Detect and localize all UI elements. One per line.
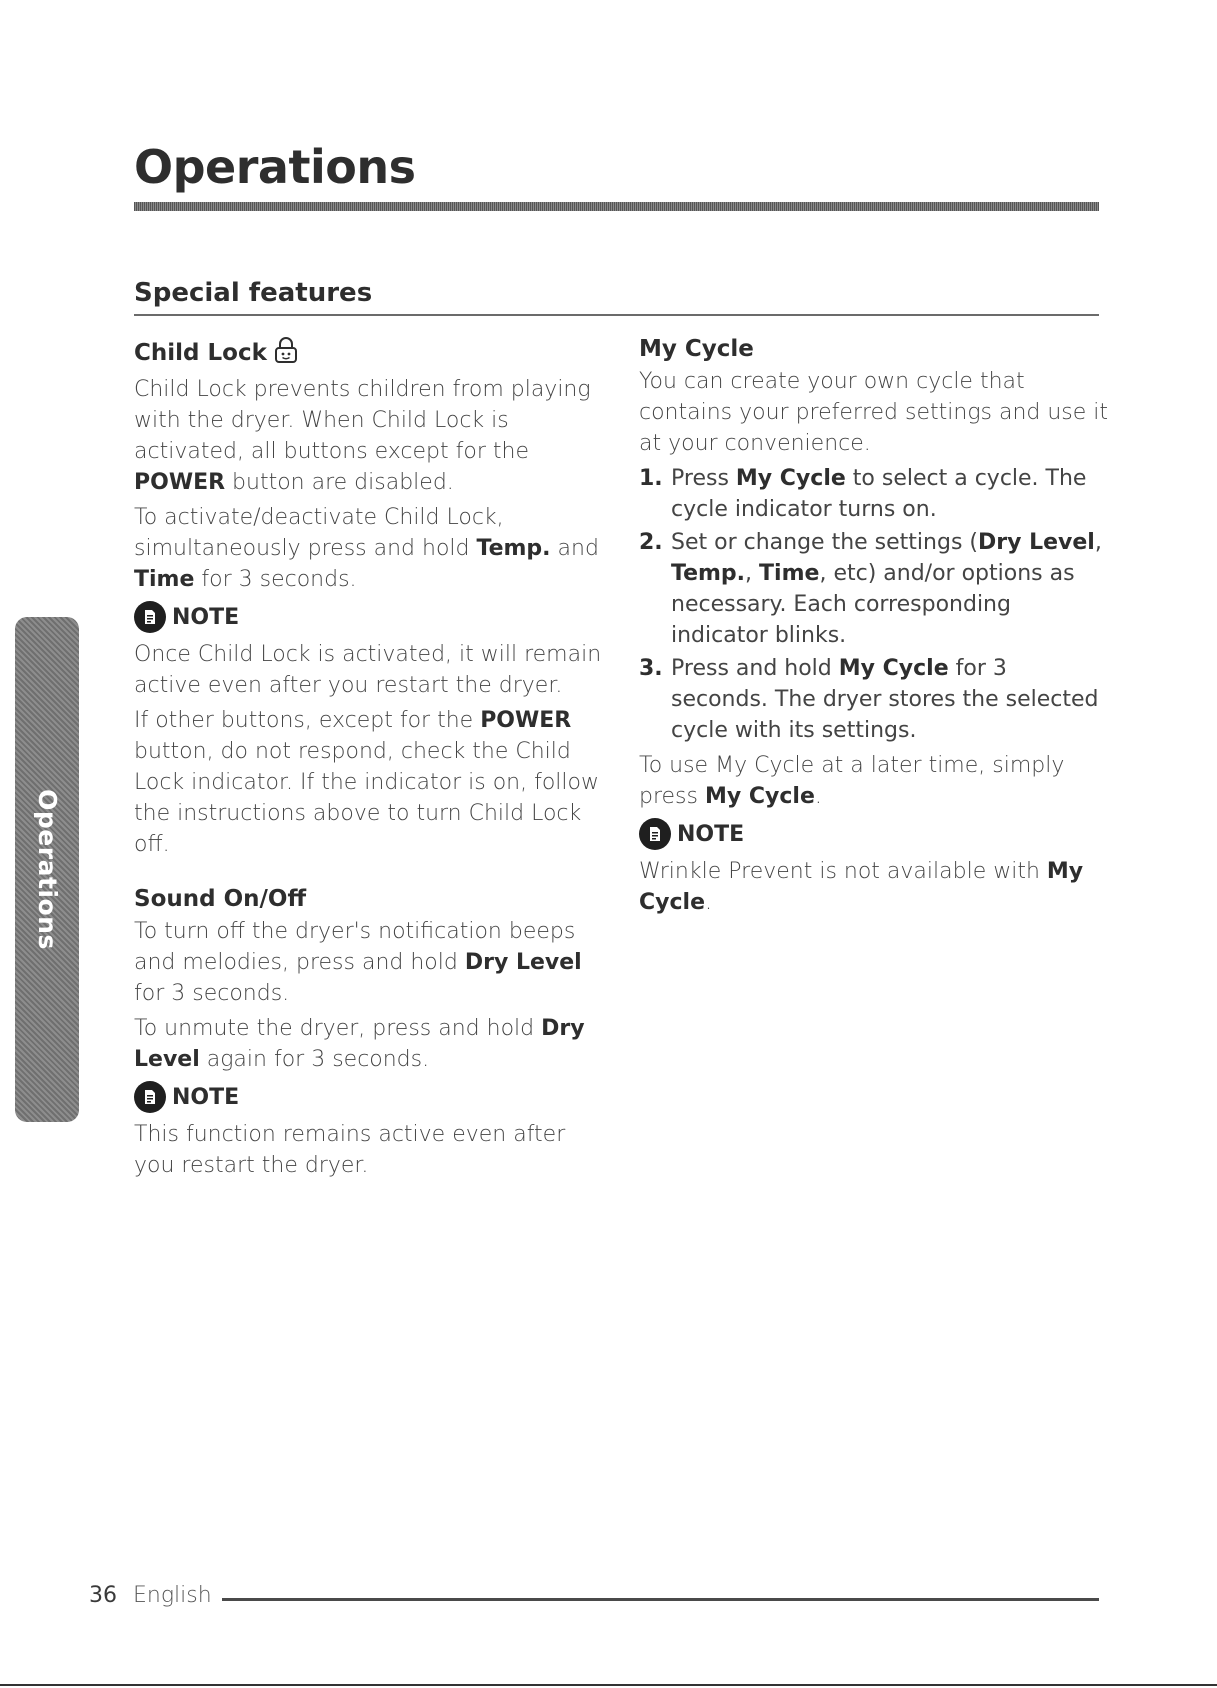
page-title: Operations (134, 140, 416, 194)
side-tab-label (15, 617, 79, 1122)
note-label: NOTE (172, 604, 240, 630)
my-cycle-step-1: 1. Press My Cycle to select a cycle. The cycle indicator turns on. (639, 466, 1087, 522)
sound-note (134, 1081, 604, 1113)
child-lock-note-paragraph-2: If other buttons, except for the POWER button, do not respond, check the Child Lock indicator. If the indicator is on, follow the instructions above to turn Child Lock off. (134, 708, 599, 857)
my-cycle-intro: You can create your own cycle that contains your preferred settings and use it at your convenience. (639, 369, 1109, 456)
my-cycle-heading: My Cycle (639, 336, 754, 362)
child-lock-paragraph-1: Child Lock prevents children from playing with the dryer. When Child Lock is activated, all buttons except for the POWER button are disabled. (134, 377, 591, 495)
left-column (134, 336, 604, 1185)
note-icon (639, 818, 671, 850)
sound-note-paragraph: This function remains active even after you restart the dryer. (134, 1122, 566, 1178)
note-icon (134, 1081, 166, 1113)
my-cycle-steps (639, 463, 1109, 746)
bottom-edge-rule (0, 1684, 1217, 1686)
my-cycle-step-2: 2. Set or change the settings (Dry Level, Temp., Time, etc) and/or options as necessary. Each corresponding indicator blinks. (639, 530, 1102, 648)
sound-heading: Sound On/Off (134, 886, 307, 912)
my-cycle-note (639, 818, 1109, 850)
child-lock-icon (273, 336, 299, 370)
side-tab-text: Operations (32, 789, 62, 950)
right-column (639, 336, 1109, 922)
note-icon (134, 601, 166, 633)
child-lock-paragraph-2: To activate/deactivate Child Lock, simultaneously press and hold Temp. and Time for 3 seconds. (134, 505, 599, 592)
my-cycle-step-3: 3. Press and hold My Cycle for 3 seconds. The dryer stores the selected cycle with its settings. (639, 656, 1099, 743)
page-number: 36 (89, 1583, 117, 1608)
title-rule (134, 202, 1099, 211)
footer-rule (222, 1598, 1099, 1601)
sound-paragraph-1: To turn off the dryer's notification beeps and melodies, press and hold Dry Level for 3 seconds. (134, 919, 582, 1006)
section-rule (134, 314, 1099, 316)
child-lock-note (134, 601, 604, 633)
note-label: NOTE (172, 1084, 240, 1110)
section-title: Special features (134, 278, 373, 308)
child-lock-note-paragraph-1: Once Child Lock is activated, it will remain active even after you restart the dryer. (134, 642, 602, 698)
child-lock-heading (134, 336, 604, 370)
my-cycle-outro: To use My Cycle at a later time, simply press My Cycle. (639, 753, 1065, 809)
footer-language: English (133, 1583, 212, 1608)
note-label: NOTE (677, 821, 745, 847)
child-lock-heading-text: Child Lock (134, 340, 267, 366)
my-cycle-note-paragraph: Wrinkle Prevent is not available with My Cycle. (639, 859, 1084, 915)
sound-paragraph-2: To unmute the dryer, press and hold Dry Level again for 3 seconds. (134, 1016, 585, 1072)
